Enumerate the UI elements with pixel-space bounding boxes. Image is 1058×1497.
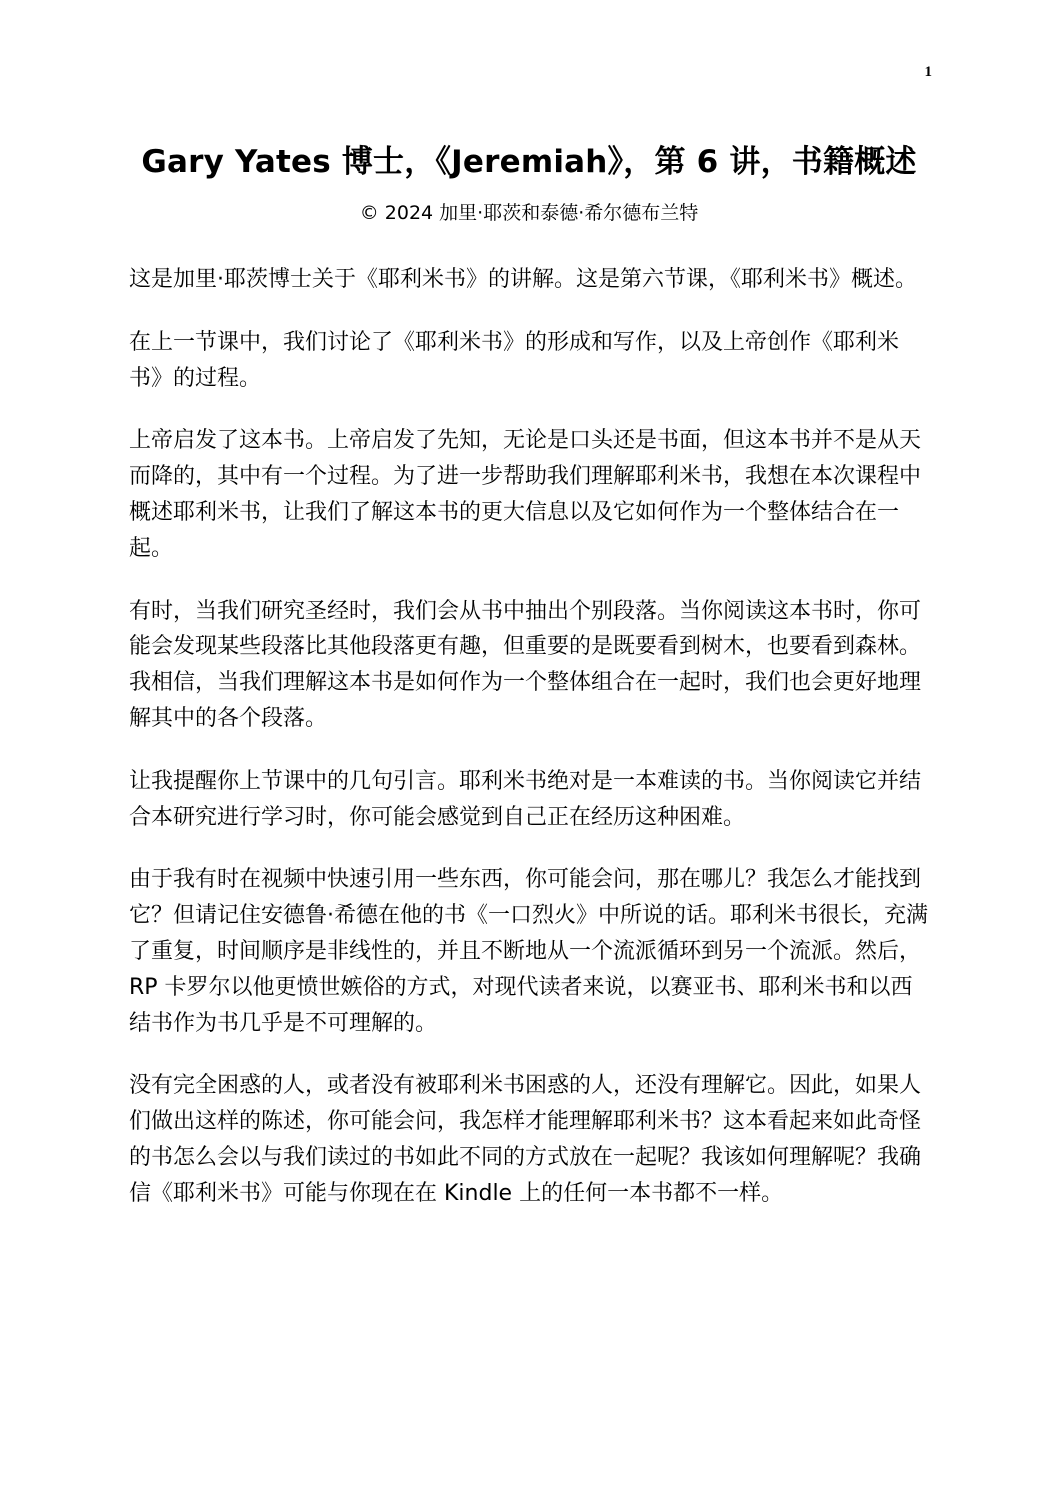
paragraph: 有时，当我们研究圣经时，我们会从书中抽出个别段落。当你阅读这本书时，你可能会发现某些段落比其他段落更有趣，但重要的是既要看到树木，也要看到森林。我相信，当我们理解这本书是如何作为一个整体组合在一起时，我们也会更好地理解其中的各个段落。 — [129, 598, 922, 731]
paragraph: 这是加里·耶茨博士关于《耶利米书》的讲解。这是第六节课，《耶利米书》概述。 — [129, 267, 917, 292]
paragraph: 由于我有时在视频中快速引用一些东西，你可能会问，那在哪儿？我怎么才能找到它？但请记住安德鲁·希德在他的书《一口烈火》中所说的话。耶利米书很长，充满了重复，时间顺序是非线性的，并且不断地从一个流派循环到另一个流派。然后，RP 卡罗尔以他更愤世嫉俗的方式，对现代读者来说，以赛亚书、耶利米书和以西结书作为书几乎是不可理解的。 — [129, 867, 928, 1036]
page-number: 1 — [924, 64, 932, 80]
paragraph: 让我提醒你上节课中的几句引言。耶利米书绝对是一本难读的书。当你阅读它并结合本研究进行学习时，你可能会感觉到自己正在经历这种困难。 — [129, 768, 922, 830]
paragraph: 没有完全困惑的人，或者没有被耶利米书困惑的人，还没有理解它。因此，如果人们做出这样的陈述，你可能会问，我怎样才能理解耶利米书？这本看起来如此奇怪的书怎么会以与我们读过的书如此不同的方式放在一起呢？我该如何理解呢？我确信《耶利米书》可能与你现在在 Kindle 上的任何一本书都不一样。 — [129, 1073, 922, 1206]
paragraph: 上帝启发了这本书。上帝启发了先知，无论是口头还是书面，但这本书并不是从天而降的，其中有一个过程。为了进一步帮助我们理解耶利米书，我想在本次课程中概述耶利米书，让我们了解这本书的更大信息以及它如何作为一个整体结合在一起。 — [129, 428, 922, 561]
document-body — [129, 262, 929, 1239]
copyright-line: © 2024 加里·耶茨和泰德·希尔德布兰特 — [359, 202, 699, 224]
document-title: Gary Yates 博士，《Jeremiah》，第 6 讲，书籍概述 — [141, 144, 917, 180]
paragraph: 在上一节课中，我们讨论了《耶利米书》的形成和写作，以及上帝创作《耶利米书》的过程。 — [129, 329, 900, 391]
